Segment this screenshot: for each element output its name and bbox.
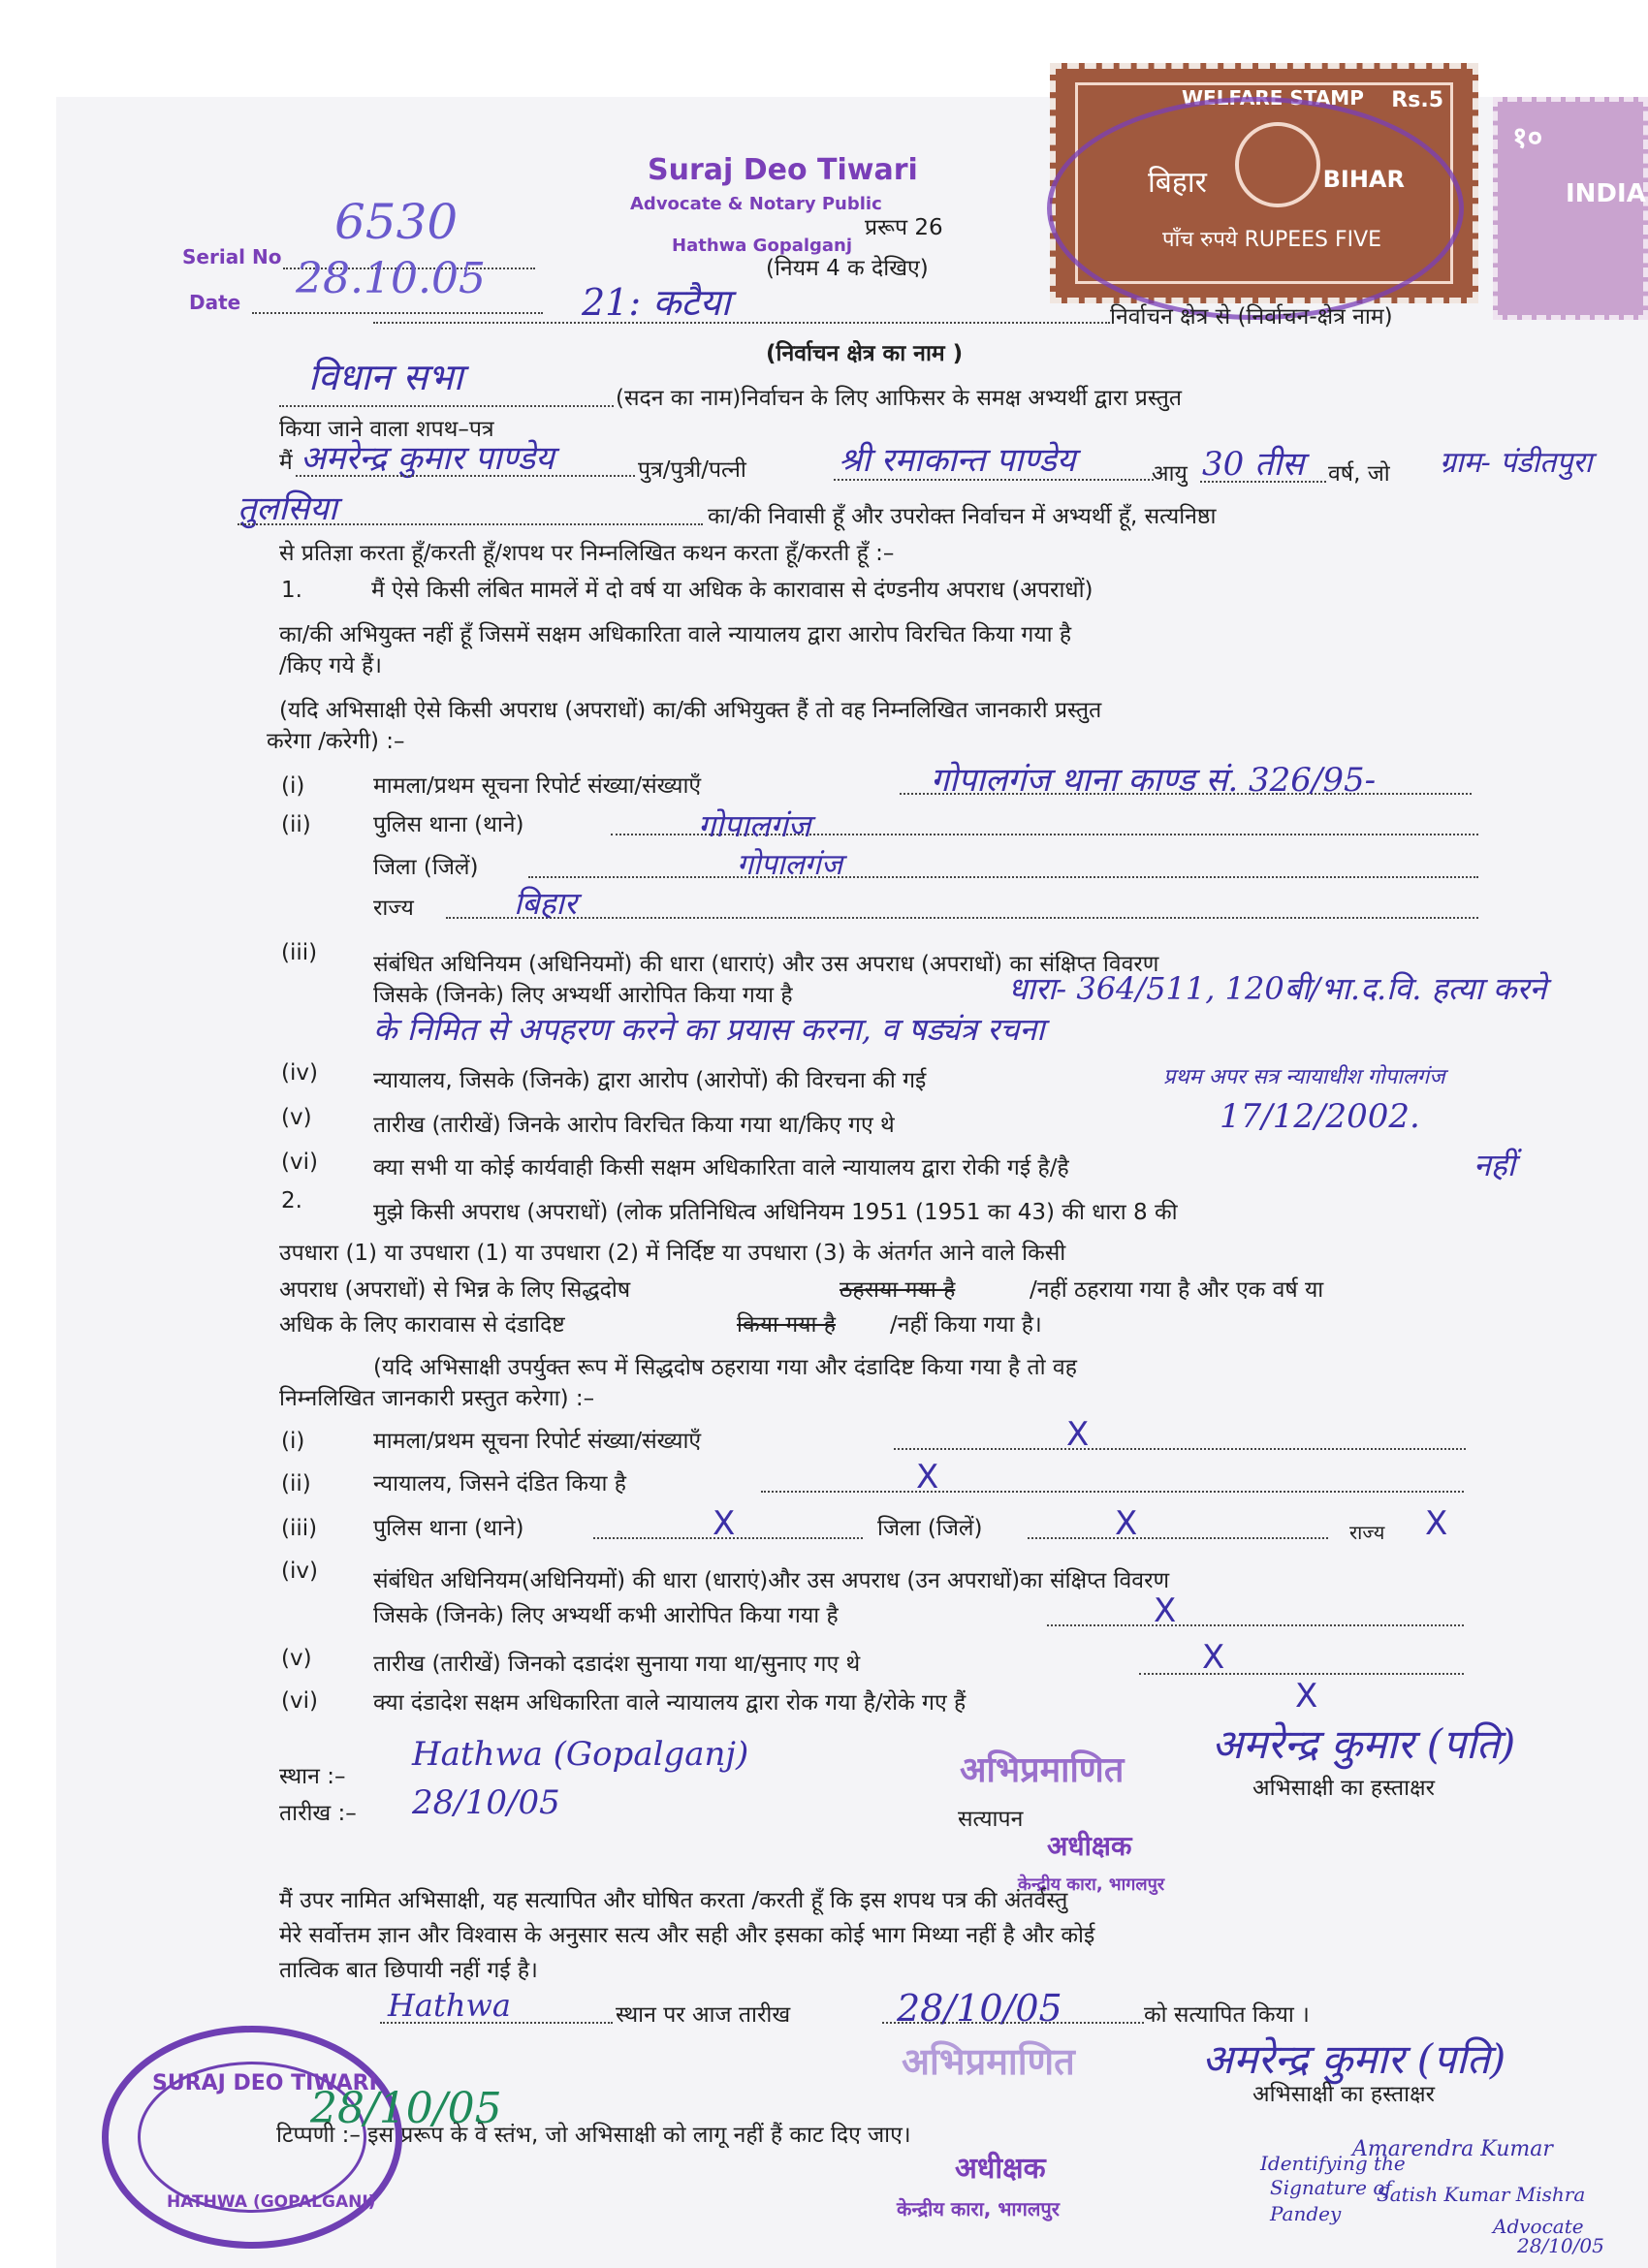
section2-note2: निम्नलिखित जानकारी प्रस्तुत करेगा) :–	[279, 1386, 595, 1411]
s2-iii-line2	[1028, 1537, 1328, 1539]
side-stamp	[1493, 97, 1648, 320]
s2-vi-label: क्या दंडादेश सक्षम अधिकारिता वाले न्यायालय द्वारा रोक गया है/रोके गए हैं	[373, 1690, 967, 1716]
s2-ii-line	[761, 1491, 1464, 1493]
s1-district-label: जिला (जिलें)	[373, 855, 479, 880]
age-line	[1200, 481, 1326, 483]
section1-line3: /किए गये हैं।	[279, 653, 382, 678]
attested-stamp1: अभिप्रमाणित	[960, 1750, 1125, 1790]
form-note: टिप्पणी :– इस प्ररूप के वे स्तंभ, जो अभिसाक्षी को लागू नहीं हैं काट दिए जाए।	[276, 2123, 911, 2148]
section1-number: 1.	[281, 578, 302, 603]
welfare-stamp-left: बिहार	[1148, 166, 1207, 200]
welfare-stamp-value: Rs.5	[1391, 88, 1443, 112]
verification-line1: मैं उपर नामित अभिसाक्षी, यह सत्यापित और घोषित करता /करती हूँ कि इस शपथ पत्र की अंतर्वस्तु	[279, 1888, 1068, 1913]
s1-state-line	[446, 917, 1478, 919]
date-value-sig: 28/10/05	[412, 1783, 560, 1822]
house-line	[279, 405, 614, 407]
s2-ii-cross: X	[916, 1458, 939, 1496]
s1-item-vi-label: क्या सभी या कोई कार्यवाही किसी सक्षम अधिकारिता वाले न्यायालय द्वारा रोकी गई है/है	[373, 1155, 1069, 1181]
side-stamp-value: १०	[1512, 121, 1543, 155]
s1-item-i-num: (i)	[281, 773, 305, 799]
deponent-signature1: अमरेन्द्र कुमार (पति)	[1212, 1720, 1516, 1768]
father-line	[834, 479, 1154, 481]
s1-item-vi-num: (vi)	[281, 1150, 318, 1175]
s1-district-line	[528, 876, 1478, 878]
s2-v-label: तारीख (तारीखें) जिनको दडादंश सुनाया गया था/सुनाए गए थे	[373, 1652, 861, 1677]
s1-item-iii-label2: जिसके (जिनके) लिए अभ्यर्थी आरोपित किया गया है	[373, 983, 793, 1008]
intro-mai: मैं	[279, 450, 293, 475]
s2-i-cross: X	[1066, 1415, 1090, 1454]
s1-item-iv-value: प्रथम अपर सत्र न्यायाधीश गोपालगंज	[1163, 1065, 1445, 1089]
age-label: आयु	[1152, 461, 1188, 487]
deponent-name: अमरेन्द्र कुमार पाण्डेय	[301, 439, 555, 478]
rule-reference: (नियम 4 क देखिए)	[766, 256, 929, 281]
house-text: (सदन का नाम)निर्वाचन के लिए आफिसर के समक्ष अभ्यर्थी द्वारा प्रस्तुत	[616, 386, 1182, 411]
identify-line7: 28/10/05	[1517, 2234, 1604, 2257]
verification-date: 28/10/05	[897, 1987, 1062, 2030]
age-value: 30 तीस	[1202, 445, 1305, 484]
section2-line4a: अधिक के लिए कारावास से दंडादिष्ट	[279, 1312, 565, 1338]
verification-label: सत्यापन	[958, 1807, 1024, 1832]
s2-ii-label: न्यायालय, जिसने दंडित किया है	[373, 1471, 626, 1496]
s1-item-iii-value1: धारा- 364/511, 120बी/भा.द.वि. हत्या करने	[1008, 970, 1547, 1007]
superintendent-stamp1: अधीक्षक	[1047, 1830, 1132, 1862]
s1-item-iii-value2: के निमित से अपहरण करने का प्रयास करना, व षड्यंत्र रचना	[373, 1011, 1045, 1048]
section2-number: 2.	[281, 1188, 302, 1213]
constituency-label: निर्वाचन क्षेत्र से (निर्वाचन-क्षेत्र नाम)	[1110, 304, 1393, 330]
place-value: Hathwa (Gopalganj)	[412, 1735, 749, 1774]
cancel-seal-icon	[1047, 97, 1464, 320]
s2-iii-cross2: X	[1115, 1504, 1138, 1543]
identify-line4: Pandey	[1270, 2202, 1342, 2225]
s2-vi-num: (vi)	[281, 1688, 318, 1714]
s2-iii-label: पुलिस थाना (थाने)	[373, 1516, 524, 1541]
date-line	[252, 312, 543, 314]
s2-iv-num: (iv)	[281, 1559, 318, 1584]
relation-label: पुत्र/पुत्री/पत्नी	[638, 457, 746, 483]
place-label: स्थान :–	[279, 1764, 346, 1789]
resident-text: का/की निवासी हूँ और उपरोक्त निर्वाचन में अभ्यर्थी हूँ, सत्यनिष्ठा	[708, 504, 1217, 529]
name-line	[296, 475, 635, 477]
attested-stamp2: अभिप्रमाणित	[902, 2040, 1075, 2083]
s2-iv-line	[1047, 1624, 1464, 1626]
form-number: प्ररूप 26	[865, 215, 943, 240]
section1-line1: मैं ऐसे किसी लंबित मामलें में दो वर्ष या अधिक के कारावास से दंण्डनीय अपराध (अपराधों)	[371, 578, 1093, 603]
verification-date-line	[882, 2022, 1144, 2024]
identify-line6: Advocate	[1493, 2215, 1584, 2238]
identify-line1: Identifying the	[1260, 2152, 1406, 2175]
deponent-signature2: अमरेन्द्र कुमार (पति)	[1202, 2035, 1506, 2083]
section2-line2: उपधारा (1) या उपधारा (1) या उपधारा (2) में निर्दिष्ट या उपधारा (3) के अंतर्गत आने वाले किसी	[279, 1241, 1066, 1266]
village-value: ग्राम- पंडीतपुरा	[1440, 446, 1593, 480]
s1-item-iii-num: (iii)	[281, 940, 318, 965]
village-line	[238, 523, 703, 525]
notary-seal-bottom: HATHWA (GOPALGANJ)	[167, 2192, 376, 2212]
section1-line2: का/की अभियुक्त नहीं हूँ जिसमें सक्षम अधिकारिता वाले न्यायालय द्वारा आरोप विरचित किया गया है	[279, 622, 1072, 647]
s1-item-i-label: मामला/प्रथम सूचना रिपोर्ट संख्या/संख्याएँ	[373, 773, 702, 799]
oath-text: से प्रतिज्ञा करता हूँ/करती हूँ/शपथ पर निम्नलिखित कथन करता हूँ/करती हूँ :–	[279, 541, 895, 566]
section2-line4c: /नहीं किया गया है।	[890, 1312, 1042, 1338]
s2-ii-num: (ii)	[281, 1471, 311, 1496]
s1-item-iv-label: न्यायालय, जिसके (जिनके) द्वारा आरोप (आरोपों) की विरचना की गई	[373, 1068, 927, 1093]
constituency-number: 21: कटैया	[582, 281, 731, 324]
superintendent-stamp2: अधीक्षक	[955, 2152, 1046, 2186]
s1-item-ii-num: (ii)	[281, 812, 311, 837]
s1-item-v-num: (v)	[281, 1105, 312, 1130]
s1-item-v-value: 17/12/2002.	[1220, 1097, 1420, 1136]
s2-v-line	[1139, 1673, 1464, 1675]
serial-value: 6530	[334, 194, 459, 250]
s2-iii-cross1: X	[713, 1504, 736, 1543]
identify-line5: Satish Kumar Mishra	[1377, 2183, 1586, 2206]
s1-state-value: बिहार	[514, 885, 577, 922]
s2-iv-cross: X	[1154, 1591, 1177, 1630]
s2-v-num: (v)	[281, 1646, 312, 1671]
s2-i-line	[894, 1448, 1466, 1450]
village2-value: तुलसिया	[238, 489, 337, 528]
notary-title: Advocate & Notary Public	[630, 194, 882, 214]
intro-line2: किया जाने वाला शपथ–पत्र	[279, 417, 494, 442]
s2-iv-label2: जिसके (जिनके) लिए अभ्यर्थी कभी आरोपित किया गया है	[373, 1603, 839, 1628]
notary-sign-date: 28/10/05	[310, 2084, 502, 2133]
welfare-stamp-bottom: पाँच रुपये RUPEES FIVE	[1162, 228, 1382, 252]
date-label: Date	[189, 291, 241, 314]
s2-iv-label1: संबंधित अधिनियम(अधिनियमों) की धारा (धाराएं)और उस अपराध (उन अपराधों)का संक्षिप्त विवरण	[373, 1568, 1170, 1593]
verification-line3: तात्विक बात छिपायी नहीं गई है।	[279, 1958, 538, 1983]
father-name: श्री रमाकान्त पाण्डेय	[839, 441, 1076, 480]
s1-district-value: गोपालगंज	[737, 848, 842, 882]
section2-line3c: /नहीं ठहराया गया है और एक वर्ष या	[1030, 1277, 1324, 1303]
verification-place: Hathwa	[388, 1987, 511, 2024]
section2-line3a: अपराध (अपराधों) से भिन्न के लिए सिद्धदोष	[279, 1277, 631, 1303]
jail-stamp2: केन्द्रीय कारा, भागलपुर	[897, 2197, 1060, 2221]
notary-seal	[102, 2026, 402, 2249]
s1-state-label: राज्य	[373, 896, 414, 921]
s2-vi-cross: X	[1295, 1677, 1318, 1716]
notary-place: Hathwa Gopalganj	[672, 236, 853, 256]
s1-item-iii-label: संबंधित अधिनियम (अधिनियमों) की धारा (धाराएं) और उस अपराध (अपराधों) का संक्षिप्त विवरण	[373, 952, 1159, 977]
verification-place-line	[380, 2022, 613, 2024]
notary-seal-ring: SURAJ DEO TIWARI	[152, 2071, 377, 2095]
welfare-stamp-right: BIHAR	[1322, 166, 1405, 193]
s2-i-label: मामला/प्रथम सूचना रिपोर्ट संख्या/संख्याएँ	[373, 1429, 702, 1454]
constituency-line	[373, 322, 1110, 324]
identify-line2: Signature of	[1270, 2176, 1392, 2199]
serial-label: Serial No	[182, 245, 282, 268]
notary-name: Suraj Deo Tiwari	[648, 153, 918, 187]
house-value: विधान सभा	[308, 356, 463, 398]
age-suffix: वर्ष, जो	[1328, 461, 1390, 487]
s2-iii-district: जिला (जिलें)	[877, 1516, 983, 1541]
verification-line2: मेरे सर्वोत्तम ज्ञान और विश्वास के अनुसार सत्य और सही और इसका कोई भाग मिथ्या नहीं है और कोई	[279, 1923, 1095, 1948]
verification-place-text: स्थान पर आज तारीख	[616, 2002, 791, 2028]
s1-item-v-label: तारीख (तारीखें) जिनके आरोप विरचित किया गया था/किए गए थे	[373, 1113, 895, 1138]
section2-line1: मुझे किसी अपराध (अपराधों) (लोक प्रतिनिधित्व अधिनियम 1951 (1951 का 43) की धारा 8 की	[373, 1200, 1178, 1225]
section2-line4b: किया गया है	[737, 1312, 836, 1338]
s1-item-ii-value: गोपालगंज	[698, 807, 811, 844]
s1-item-vi-value: नहीं	[1474, 1147, 1516, 1183]
deponent-sig-label2: अभिसाक्षी का हस्ताक्षर	[1252, 2082, 1436, 2107]
side-stamp-text: INDIA	[1566, 179, 1646, 208]
s1-item-iv-num: (iv)	[281, 1060, 318, 1086]
date-label-sig: तारीख :–	[279, 1801, 357, 1826]
s2-v-cross: X	[1202, 1638, 1225, 1677]
jail-stamp1: केन्द्रीय कारा, भागलपुर	[1018, 1874, 1165, 1895]
section1-note2: करेगा /करेगी) :–	[267, 729, 405, 754]
s2-iii-state: राज्य	[1349, 1521, 1385, 1544]
section1-note1: (यदि अभिसाक्षी ऐसे किसी अपराध (अपराधों) का/की अभियुक्त हैं तो वह निम्नलिखित जानकारी प्रस्तुत	[279, 698, 1102, 723]
s1-item-i-value: गोपालगंज थाना काण्ड सं. 326/95-	[931, 761, 1377, 800]
date-value: 28.10.05	[296, 254, 486, 303]
deponent-sig-label1: अभिसाक्षी का हस्ताक्षर	[1252, 1776, 1436, 1801]
identify-line3: Amarendra Kumar	[1352, 2137, 1553, 2161]
s2-iii-num: (iii)	[281, 1516, 318, 1541]
section2-note1: (यदि अभिसाक्षी उपर्युक्त रूप में सिद्धदोष ठहराया गया और दंडादिष्ट किया गया है तो वह	[373, 1355, 1077, 1380]
s2-i-num: (i)	[281, 1429, 305, 1454]
welfare-stamp-top: WELFARE STAMP	[1182, 86, 1364, 110]
s1-item-ii-label: पुलिस थाना (थाने)	[373, 812, 524, 837]
section2-line3b: ठहराया गया है	[840, 1277, 956, 1303]
s2-iii-cross3: X	[1425, 1504, 1448, 1543]
constituency-caption: (निर्वाचन क्षेत्र का नाम )	[766, 341, 964, 366]
verified-text: को सत्यापित किया ।	[1144, 2002, 1310, 2028]
